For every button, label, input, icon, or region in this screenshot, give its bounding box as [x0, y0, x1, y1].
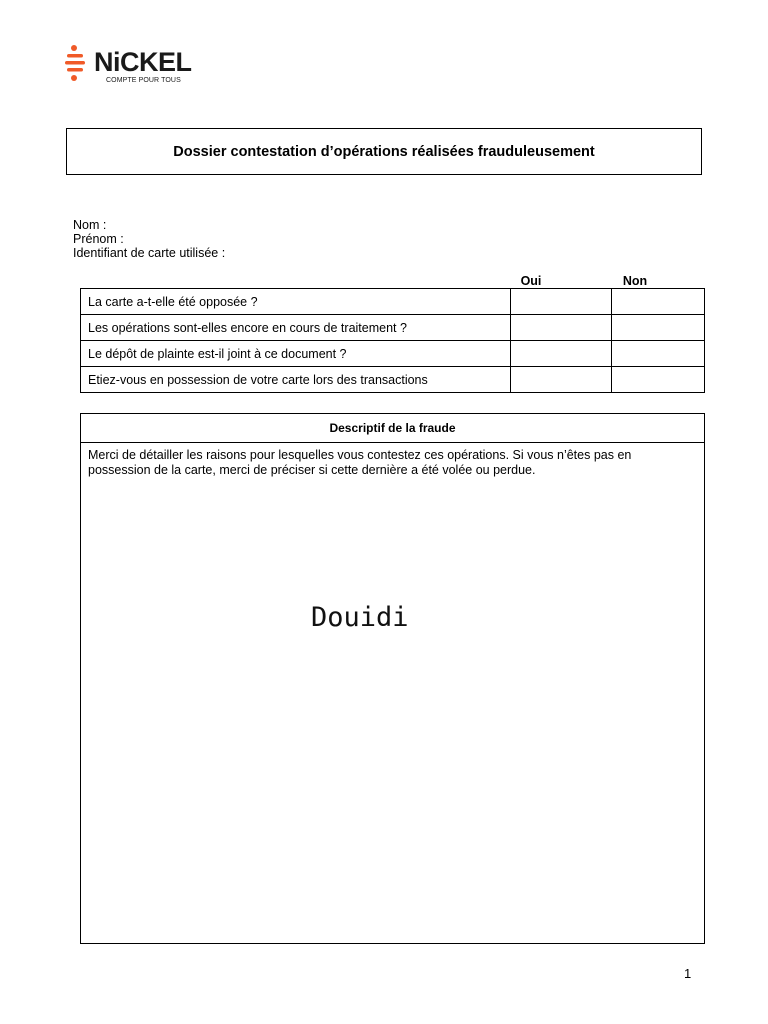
nickel-logo — [64, 42, 204, 88]
question-cell: Etiez-vous en possession de votre carte lors des transactions — [81, 367, 511, 393]
field-card-id: Identifiant de carte utilisée : — [73, 246, 226, 260]
fraud-answer-text[interactable]: Douidi — [311, 602, 409, 633]
answer-yes-cell[interactable] — [511, 315, 612, 341]
answer-yes-cell[interactable] — [511, 289, 612, 315]
table-row — [81, 289, 705, 315]
fraud-heading: Descriptif de la fraude — [81, 414, 704, 443]
field-nom: Nom : — [73, 218, 107, 232]
questions-table — [80, 288, 705, 393]
document-title — [66, 128, 702, 175]
answer-no-cell[interactable] — [612, 289, 705, 315]
answer-yes-cell[interactable] — [511, 341, 612, 367]
question-cell: Les opérations sont-elles encore en cours de traitement ? — [81, 315, 511, 341]
column-header-no: Non — [622, 274, 648, 288]
brand-tagline: COMPTE POUR TOUS — [106, 77, 181, 84]
nickel-mark-icon — [64, 42, 92, 86]
table-row — [81, 367, 705, 393]
answer-no-cell[interactable] — [612, 315, 705, 341]
identity-fields — [73, 218, 225, 260]
question-cell: La carte a-t-elle été opposée ? — [81, 289, 511, 315]
answer-yes-cell[interactable] — [511, 367, 612, 393]
fraud-instructions: Merci de détailler les raisons pour lesquelles vous contestez ces opérations. Si vous n’êtes pas en possession de la carte, merci de préciser si cette dernière a été volée ou perdue. — [88, 448, 632, 477]
field-prenom: Prénom : — [73, 232, 124, 246]
document-title-text: Dossier contestation d’opérations réalisées frauduleusement — [173, 143, 595, 160]
table-row — [81, 315, 705, 341]
page-number: 1 — [684, 966, 692, 981]
fraud-description-box — [80, 413, 705, 944]
answer-no-cell[interactable] — [612, 341, 705, 367]
brand-name: NiCKEL — [94, 47, 192, 77]
table-row — [81, 341, 705, 367]
question-cell: Le dépôt de plainte est-il joint à ce document ? — [81, 341, 511, 367]
answer-no-cell[interactable] — [612, 367, 705, 393]
column-header-yes: Oui — [520, 274, 542, 288]
